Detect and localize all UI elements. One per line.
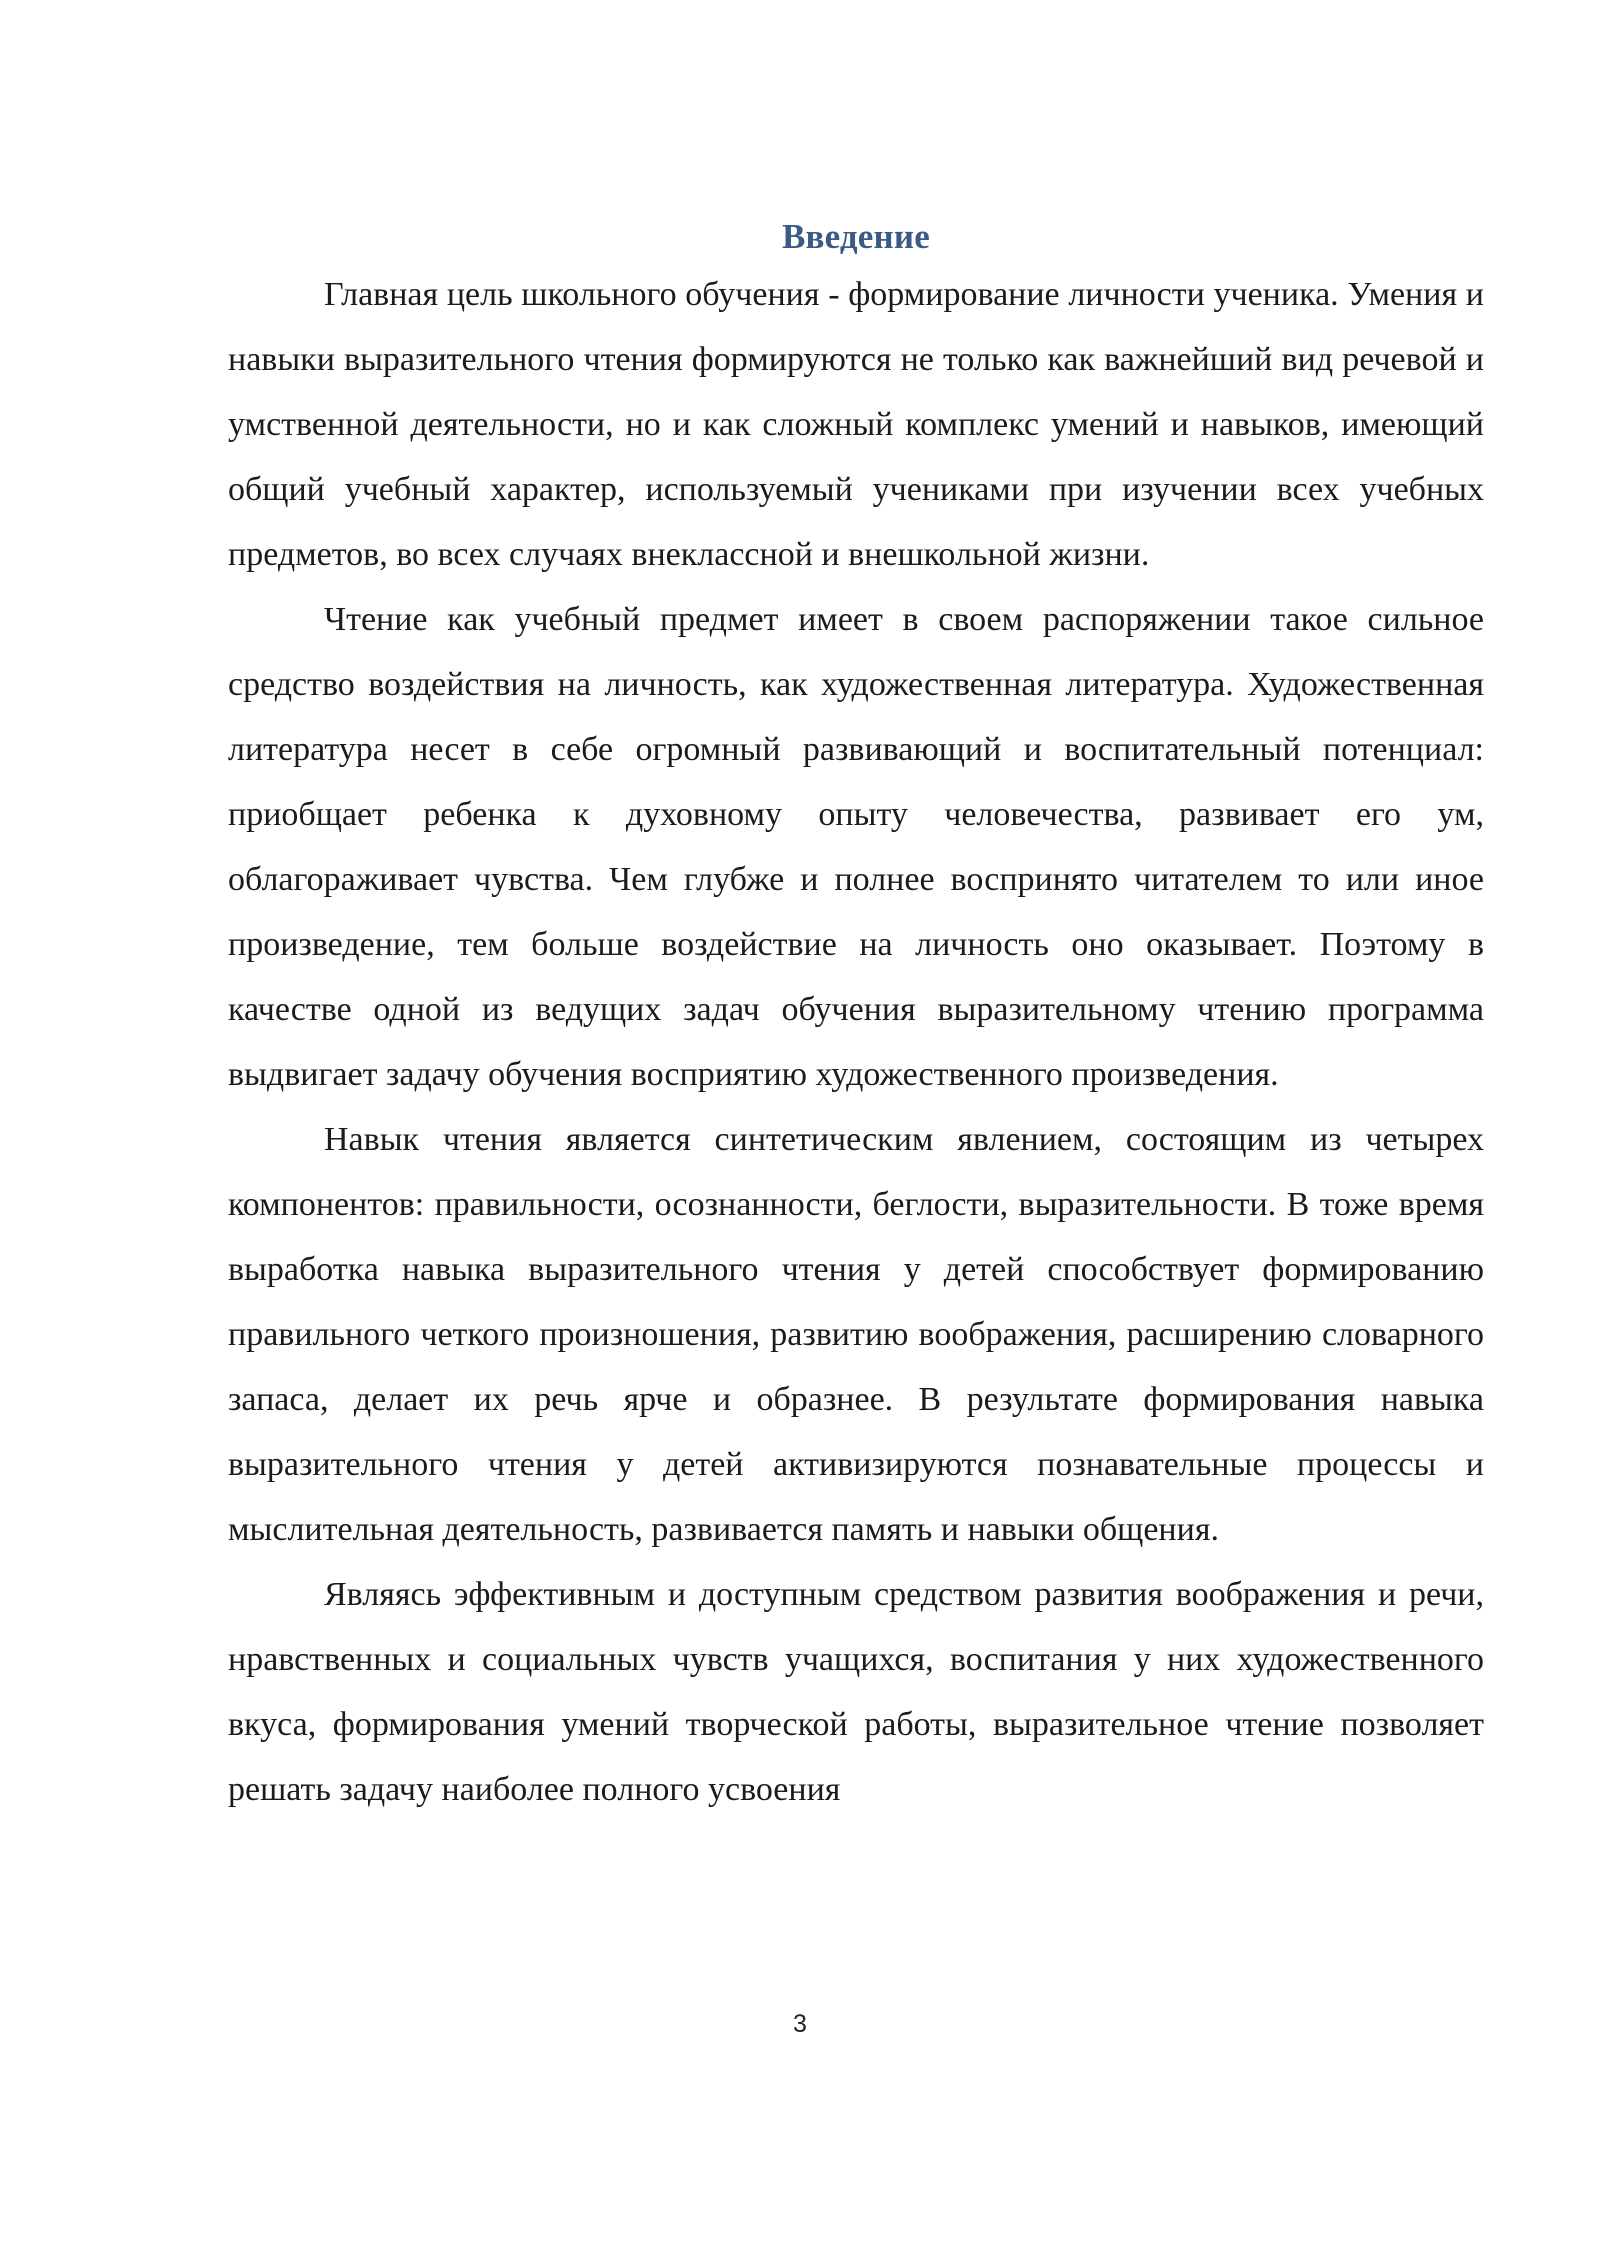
paragraph-1: Главная цель школьного обучения - формирование личности ученика. Умения и навыки выразительного чтения формируются не только как важнейший вид речевой и умственной деятельности, но и как сложный комплекс умений и навыков, имеющий общий учебный характер, используемый учениками при изучении всех учебных предметов, во всех случаях внеклассной и внешкольной жизни.: [228, 276, 1484, 573]
paragraph-2: Чтение как учебный предмет имеет в своем распоряжении такое сильное средство воздействия на личность, как художественная литература. Художественная литература несет в себе огромный развивающий и воспитательный потенциал: приобщает ребенка к духовному опыту человечества, развивает его ум, облагораживает чувства. Чем глубже и полнее воспринято читателем то или иное произведение, тем больше воздействие на личность оно оказывает. Поэтому в качестве одной из ведущих задач обучения выразительному чтению программа выдвигает задачу обучения восприятию художественного произведения.: [228, 601, 1484, 1093]
paragraph-4: Являясь эффективным и доступным средством развития воображения и речи, нравственных и социальных чувств учащихся, воспитания у них художественного вкуса, формирования умений творческой работы, выразительное чтение позволяет решать задачу наиболее полного усвоения: [228, 1576, 1484, 1808]
page-content: [228, 212, 1484, 1822]
page-number: 3: [793, 2010, 807, 2038]
paragraph-3: Навык чтения является синтетическим явлением, состоящим из четырех компонентов: правильности, осознанности, беглости, выразительности. В тоже время выработка навыка выразительного чтения у детей способствует формированию правильного четкого произношения, развитию воображения, расширению словарного запаса, делает их речь ярче и образнее. В результате формирования навыка выразительного чтения у детей активизируются познавательные процессы и мыслительная деятельность, развивается память и навыки общения.: [228, 1121, 1484, 1548]
section-heading: Введение: [781, 217, 931, 256]
